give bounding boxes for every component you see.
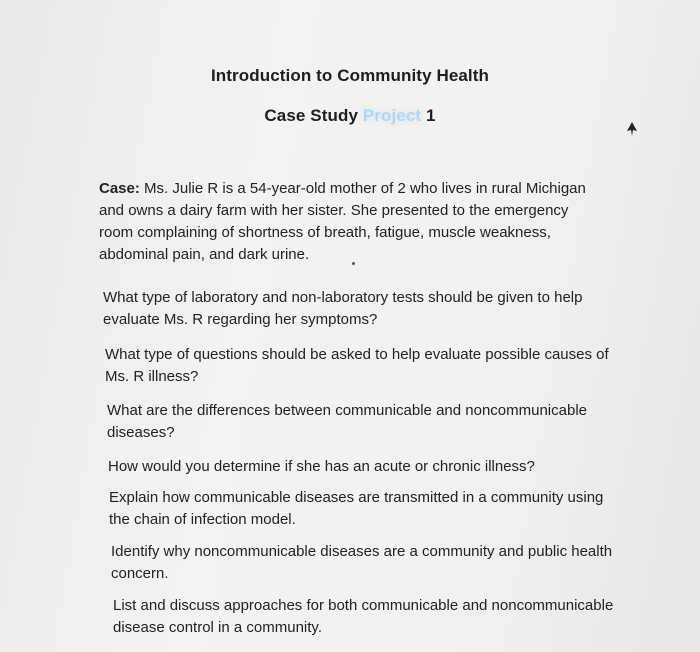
case-paragraph — [99, 178, 659, 266]
question-line: Ms. R illness? — [105, 368, 199, 385]
question-line: evaluate Ms. R regarding her symptoms? — [103, 311, 378, 328]
speck-mark — [352, 262, 355, 265]
question-line: diseases? — [107, 424, 175, 441]
document-title — [0, 66, 700, 86]
question-4 — [108, 456, 668, 478]
title-text: Introduction to Community Health — [210, 66, 489, 85]
question-line: What type of laboratory and non-laboratory tests should be given to help — [103, 289, 583, 306]
question-line: the chain of infection model. — [109, 511, 296, 528]
question-5 — [109, 487, 669, 531]
question-2 — [105, 344, 665, 388]
question-line: What type of questions should be asked to help evaluate possible causes of — [105, 346, 609, 363]
subtitle-glare-text: Project — [362, 106, 422, 125]
question-line: concern. — [111, 565, 169, 582]
question-line: disease control in a community. — [113, 619, 322, 636]
case-label: Case: — [99, 180, 140, 197]
question-line: What are the differences between communicable and noncommunicable — [107, 402, 587, 419]
question-line: How would you determine if she has an acute or chronic illness? — [108, 458, 535, 475]
case-line: abdominal pain, and dark urine. — [99, 246, 310, 263]
question-line: List and discuss approaches for both communicable and noncommunicable — [113, 597, 614, 614]
case-line: room complaining of shortness of breath, fatigue, muscle weakness, — [99, 224, 551, 241]
subtitle-number: 1 — [421, 106, 436, 125]
mouse-cursor-icon — [626, 122, 638, 138]
case-line: Ms. Julie R is a 54-year-old mother of 2 who lives in rural Michigan — [139, 180, 586, 197]
document-subtitle — [0, 106, 700, 126]
question-7 — [113, 595, 673, 639]
question-1 — [103, 287, 663, 331]
subtitle-text: Case Study — [264, 106, 363, 125]
question-3 — [107, 400, 667, 444]
question-line: Explain how communicable diseases are transmitted in a community using — [109, 489, 604, 506]
case-line: and owns a dairy farm with her sister. She presented to the emergency — [99, 202, 569, 219]
question-6 — [111, 541, 671, 585]
question-line: Identify why noncommunicable diseases are a community and public health — [111, 543, 613, 560]
